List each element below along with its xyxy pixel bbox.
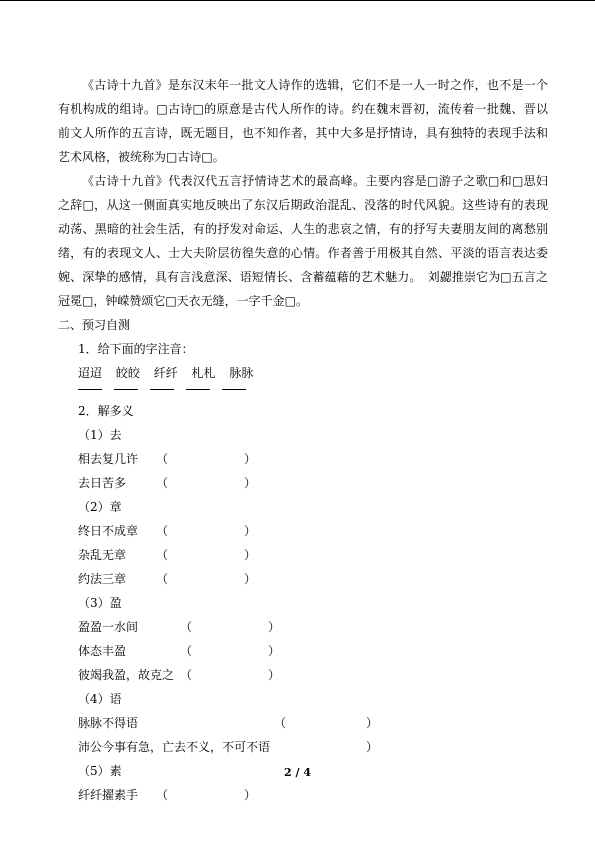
group-label-qu: （1）去 bbox=[78, 428, 122, 442]
example-phrase: 去日苦多 bbox=[78, 476, 127, 490]
example-phrase: 盈盈一水间 bbox=[78, 620, 139, 634]
answer-line bbox=[58, 543, 548, 567]
answer-paren-open: （ bbox=[156, 452, 169, 466]
answer-paren-open: （ bbox=[156, 788, 169, 802]
pinyin-blank-1[interactable] bbox=[78, 389, 102, 390]
answer-paren-close: ） bbox=[366, 740, 379, 754]
answer-paren-close: ） bbox=[268, 668, 281, 682]
answer-line bbox=[58, 567, 548, 591]
answer-paren-close: ） bbox=[268, 620, 281, 634]
word-item: 脉脉 bbox=[229, 366, 254, 380]
answer-line bbox=[58, 711, 548, 735]
group-label-zhang: （2）章 bbox=[78, 500, 122, 514]
answer-line bbox=[58, 447, 548, 471]
answer-line bbox=[58, 663, 548, 687]
question-1-words bbox=[58, 361, 548, 385]
answer-paren-open: （ bbox=[180, 668, 193, 682]
answer-paren-open: （ bbox=[156, 476, 169, 490]
pinyin-blank-5[interactable] bbox=[222, 389, 246, 390]
pinyin-blank-4[interactable] bbox=[186, 389, 210, 390]
example-phrase: 纤纤擢素手 bbox=[78, 788, 139, 802]
word-item: 札札 bbox=[191, 366, 216, 380]
pinyin-blank-3[interactable] bbox=[150, 389, 174, 390]
answer-line bbox=[58, 519, 548, 543]
example-phrase: 彼竭我盈，故克之 bbox=[78, 668, 175, 682]
group-label-yu: （4）语 bbox=[78, 692, 122, 706]
example-phrase: 体态丰盈 bbox=[78, 644, 127, 658]
word-item: 迢迢 bbox=[78, 366, 103, 380]
answer-paren-open: （ bbox=[274, 716, 287, 730]
pinyin-blank-2[interactable] bbox=[114, 389, 138, 390]
answer-paren-close: ） bbox=[366, 716, 379, 730]
question-2-title: 2．解多义 bbox=[78, 404, 134, 418]
example-phrase: 相去复几许 bbox=[78, 452, 139, 466]
page-content bbox=[58, 73, 548, 807]
answer-paren-close: ） bbox=[244, 476, 257, 490]
word-item: 纤纤 bbox=[153, 366, 178, 380]
answer-paren-close: ） bbox=[244, 572, 257, 586]
intro-paragraph-1: 《古诗十九首》是东汉末年一批文人诗作的选辑，它们不是一人一时之作，也不是一个有机构成的组诗。□古诗□的原意是古代人所作的诗。约在魏末晋初，流传着一批魏、晋以前文人所作的五言诗，既无题目，也不知作者，其中大多是抒情诗，具有独特的表现手法和艺术风格，被统称为□古诗□。 bbox=[58, 78, 548, 164]
answer-paren-close: ） bbox=[244, 524, 257, 538]
answer-paren-open: （ bbox=[156, 548, 169, 562]
answer-paren-open: （ bbox=[180, 644, 193, 658]
answer-line bbox=[58, 615, 548, 639]
word-item: 皎皎 bbox=[115, 366, 140, 380]
top-rule bbox=[0, 0, 595, 1]
answer-line bbox=[58, 639, 548, 663]
answer-paren-close: ） bbox=[268, 644, 281, 658]
example-phrase: 约法三章 bbox=[78, 572, 127, 586]
example-phrase: 终日不成章 bbox=[78, 524, 139, 538]
pinyin-blanks bbox=[58, 385, 548, 399]
answer-paren-open: （ bbox=[180, 620, 193, 634]
example-phrase: 脉脉不得语 bbox=[78, 716, 139, 730]
answer-line bbox=[58, 471, 548, 495]
answer-line bbox=[58, 783, 548, 807]
answer-paren-open: （ bbox=[156, 524, 169, 538]
page-number: 2 / 4 bbox=[284, 766, 311, 779]
intro-paragraph-2: 《古诗十九首》代表汉代五言抒情诗艺术的最高峰。主要内容是□游子之歌□和□思妇之辞□，从这一侧面真实地反映出了东汉后期政治混乱、没落的时代风貌。这些诗有的表现动荡、黑暗的社会生活，有的抒发对命运、人生的悲哀之情，有的抒写夫妻朋友间的离愁别绪，有的表现文人、士大夫阶层彷徨失意的心情。作者善于用极其自然、平淡的语言表达委婉、深挚的感情，具有言浅意深、语短情长、含蓄蕴藉的艺术魅力。 刘勰推崇它为□五言之冠冕□，钟嵘赞颂它□天衣无缝，一字千金□。 bbox=[58, 174, 548, 308]
answer-paren-close: ） bbox=[244, 548, 257, 562]
group-label-su: （5）素 bbox=[78, 764, 122, 778]
section-heading: 二、预习自测 bbox=[58, 318, 131, 332]
answer-paren-close: ） bbox=[244, 452, 257, 466]
answer-line bbox=[58, 735, 548, 759]
answer-paren-open: （ bbox=[156, 572, 169, 586]
example-phrase: 沛公今事有急，亡去不义，不可不语 bbox=[78, 740, 271, 754]
group-label-ying: （3）盈 bbox=[78, 596, 122, 610]
example-phrase: 杂乱无章 bbox=[78, 548, 127, 562]
answer-paren-close: ） bbox=[244, 788, 257, 802]
question-1-title: 1．给下面的字注音： bbox=[78, 342, 194, 356]
